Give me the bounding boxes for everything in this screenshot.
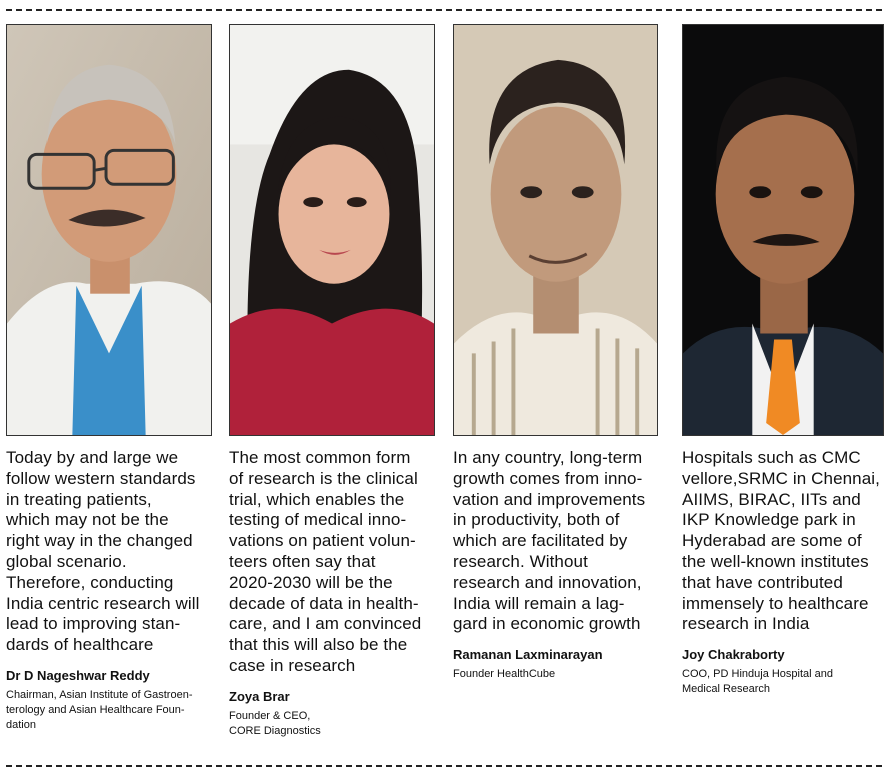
profile-title-3: Founder HealthCube: [453, 668, 556, 681]
profile-name-4: Joy Chakraborty: [682, 647, 785, 663]
profile-quote-2: The most common form of research is the clinical trial, which enables the testing of medical inno- vations on patient volun- teers often say that 2020-2030 will be the decade of data in health- care, and I am convinced that this will also be the case in research: [229, 448, 422, 675]
profile-title-4: COO, PD Hinduja Hospital and Medical Research: [682, 668, 834, 696]
profile-name-2: Zoya Brar: [229, 688, 290, 704]
profile-title-2: Founder & CEO, CORE Diagnostics: [229, 709, 321, 737]
profile-quote-1: Today by and large we follow western standards in treating patients, which may not be the right way in the changed global scenario. Therefore, conducting India centric research will lead to improving stan- dards of healthcare: [6, 448, 200, 655]
profile-quote-3: In any country, long-term growth comes from inno- vation and improvements in productivity, both of which are facilitated by research. Without research and innovation, India will remain a lag- gard in economic growth: [453, 448, 646, 634]
profile-column-4: [682, 24, 884, 697]
profile-title-1: Chairman, Asian Institute of Gastroen- terology and Asian Healthcare Foun- dation: [6, 688, 193, 731]
bottom-dashed-divider: [6, 765, 882, 767]
top-dashed-divider: [6, 9, 882, 11]
profile-column-1: [6, 24, 212, 733]
profile-column-2: [229, 24, 435, 739]
portrait-photo-1: [6, 24, 212, 436]
profile-name-1: Dr D Nageshwar Reddy: [6, 667, 150, 683]
portrait-photo-3: [453, 24, 658, 436]
profile-column-3: [453, 24, 658, 682]
portrait-photo-2: [229, 24, 435, 436]
profile-name-3: Ramanan Laxminarayan: [453, 647, 603, 663]
portrait-photo-4: [682, 24, 884, 436]
profile-quote-4: Hospitals such as CMC vellore,SRMC in Chennai, AIIMS, BIRAC, IITs and IKP Knowledge park in Hyderabad are some of the well-known institutes that have contributed immensely to healthcare research in India: [682, 448, 880, 634]
